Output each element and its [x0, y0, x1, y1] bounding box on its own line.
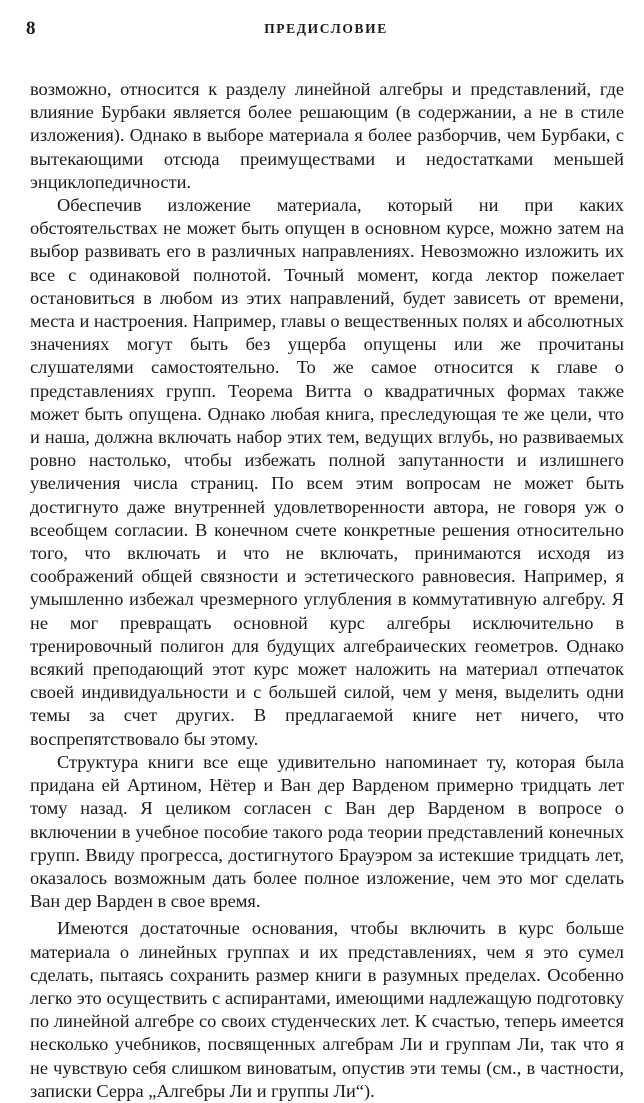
paragraph-continued: возможно, относится к разделу линейной алгебры и представлений, где влияние Бурбаки является более решающим (в содержании, а не в стиле изложения). Однако в выборе материала я более разборчив, чем Бурбаки, с вытекающими отсюда преимуществами и недостатками меньшей энциклопедичности. — [30, 79, 624, 192]
page-number: 8 — [26, 18, 36, 39]
paragraph: Структура книги все еще удивительно напоминает ту, которая была придана ей Артином, Нётер и Ван дер Варденом примерно тридцать лет тому назад. Я целиком согласен с Ван дер Варденом в вопросе о включении в учебное пособие такого рода теории представлений конечных групп. Ввиду прогресса, достигнутого Брауэром за истекшие тридцать лет, оказалось возможным дать более полное изложение, чем это мог сделать Ван дер Варден в свое время. — [30, 751, 624, 912]
running-head — [26, 18, 626, 42]
chapter-title: ПРЕДИСЛОВИЕ — [264, 21, 388, 36]
body-text — [30, 78, 624, 1103]
paragraph: Имеются достаточные основания, чтобы включить в курс больше материала о линейных группах и их представлениях, чем я это сумел сделать, пытаясь сохранить размер книги в разумных пределах. Особенно легко это осуществить с аспирантами, имеющими надлежащую подготовку по линейной алгебре со своих студенческих лет. К счастью, теперь имеется несколько учебников, посвященных алгебрам Ли и группам Ли, так что я не чувствую себя слишком виноватым, опустив эти темы (см., в частности, записки Серра „Алгебры Ли и группы Ли“). — [30, 918, 624, 1101]
paragraph: Обеспечив изложение материала, который ни при каких обстоятельствах не может быть опущен в основном курсе, можно затем на выбор развивать его в различных направлениях. Невозможно изложить их все с одинаковой полнотой. Точный момент, когда лектор пожелает остановиться в любом из этих направлений, будет зависеть от времени, места и настроения. Например, главы о вещественных полях и абсолютных значениях могут быть без ущерба опущены или же прочитаны слушателями самостоятельно. То же самое относится к главе о представлениях групп. Теорема Витта о квадратичных формах также может быть опущена. Однако любая книга, преследующая те же цели, что и наша, должна включать набор этих тем, ведущих вглубь, но развиваемых ровно настолько, чтобы избежать полной запутанности и излишнего увеличения числа страниц. По всем этим вопросам не может быть достигнуто даже внутренней удовлетворенности автора, не говоря уж о всеобщем согласии. В конечном счете конкретные решения относительно того, что включать и что не включать, принимаются исходя из соображений общей связности и эстетического равновесия. Например, я умышленно избежал чрезмерного углубления в коммутативную алгебру. Я не мог превращать основной курс алгебры исключительно в тренировочный полигон для будущих алгебраических геометров. Однако всякий преподающий этот курс может наложить на материал отпечаток своей индивидуальности и с большей силой, чем у меня, выделить одни темы за счет других. В предлагаемой книге нет ничего, что воспрепятствовало бы этому. — [30, 195, 624, 749]
